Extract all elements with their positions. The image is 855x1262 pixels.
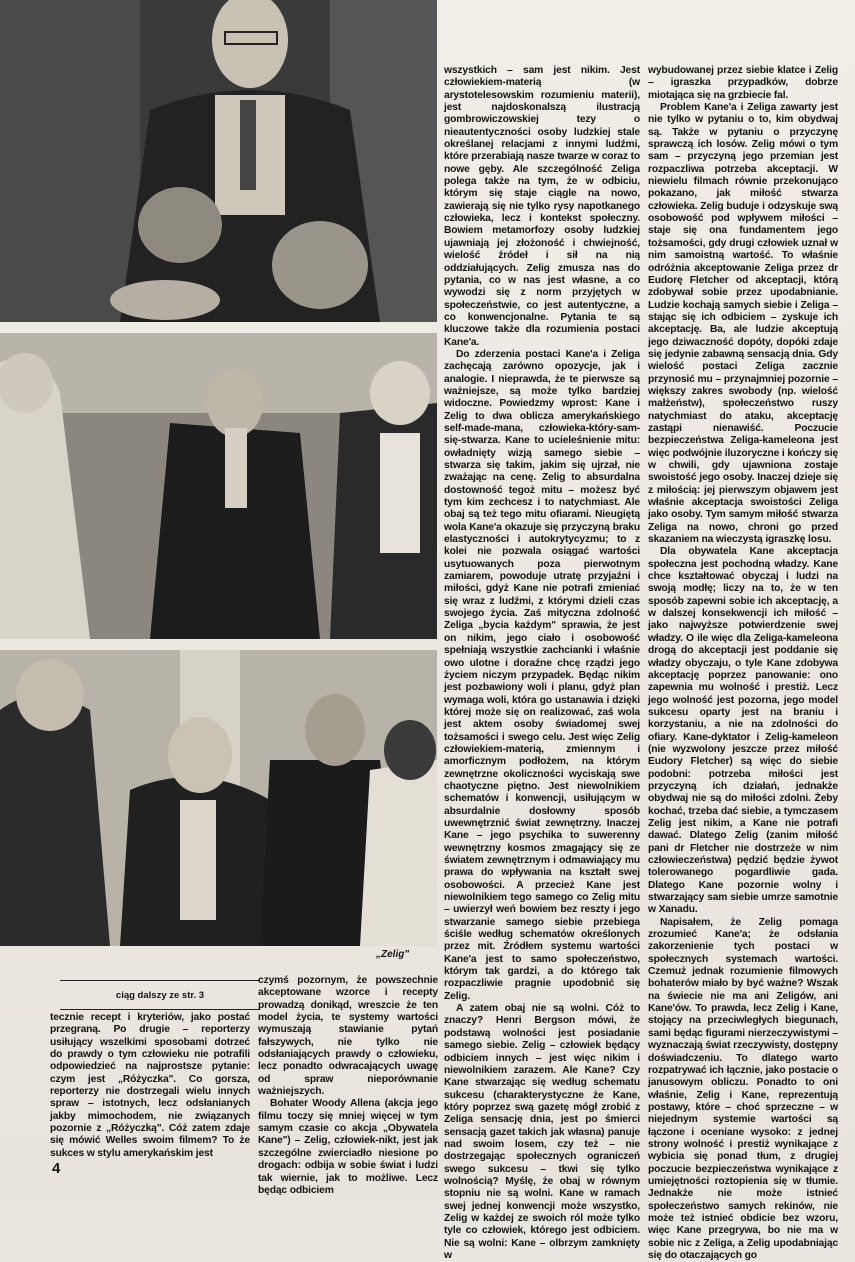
photo-1-image	[0, 0, 437, 322]
paragraph: Napisałem, że Zelig pomaga zrozumieć Kane'a; że odsłania zakorzenienie tych postaci w społecznych systemach wartości. Czemuż jednak rozumienie filmowych bohaterów miało by być ważne? Wszak na świecie nie ma ani Zeligów, ani Kane'ów. To prawda, lecz Zelig i Kane, stojący na przeciwległych biegunach, sami będąc figurami nierzeczywistymi – wyznaczają świat rzeczywisty, dostępny doświadczeniu. To dlatego warto rozpatrywać ich łącznie, jako postacie o janusowym obliczu. Ponadto to oni właśnie, Zelig i Kane, reprezentują postawy, które – choć sprzeczne – w niejednym systemie wartości są łączone i oceniane wysoko: z jednej strony wolność i prestiż wynikające z wybicia się ponad tłum, z drugiej poczucie bezpieczeństwa wynikające z umiejętności roztopienia się w tłumie. Jednakże nie może istnieć społeczeństwo samych rekinów, nie może też istnieć obdicie bez wzoru, więc Kane przegrywa, bo nie ma w sobie nic z Zeliga, a Zelig upodabniając się do otaczających go	[648, 916, 838, 1261]
paragraph: Bohater Woody Allena (akcja jego filmu toczy się mniej więcej w tym samym czasie co akcja „Obywatela Kane") – Zelig, człowiek-nikt, jest jak szczególne zwierciadło niesione po drogach: odbija w sobie świat i ludzi tak wiernie, jak to możliwe. Lecz będąc odbiciem	[258, 1098, 438, 1196]
paragraph: Dla obywatela Kane akceptacja społeczna jest pochodną władzy. Kane chce kształtować obyczaj i ludzi na swoją modłę; liczy na to, że w ten sposób zapewni sobie ich akceptację, a w dalszej konsekwencji ich miłość – jako najwyższe potwierdzenie swej władzy. O ile więc dla Zeliga-kameleona drogą do akceptacji jest poddanie się władzy obyczaju, o tyle Kane zdobywa akceptację poprzez panowanie: ono zapewnia mu wolność i prestiż. Lecz jego wolność jest pozorna, jego model sukcesu oparty jest na braniu i korzystaniu, a nie na zdolności do ofiary. Kane-dyktator i Zelig-kameleon (nie wyzwolony jeszcze przez miłość Eudory Fletcher) są więc do siebie podobni: potrzeba miłości jest przyczyną ich działań, jednakże obydwaj nie są do miłości zdolni. Żeby kochać, trzeba dać siebie, a tymczasem Zelig jest nikim, a Kane nie potrafi dawać. Dlatego Zelig (zanim miłość pani dr Fletcher nie dostrzeże w nim człowieczeństwa) pędzić będzie żywot tolerowanego pogardliwie gada. Dlatego Kane pozornie wolny i stwarzający sam siebie umrze samotnie w Xanadu.	[648, 546, 838, 916]
paragraph: wybudowanej przez siebie klatce i Zelig – igraszka przypadków, dobrze miotająca się na grzbiecie fal.	[648, 65, 838, 101]
article-column-c	[444, 65, 640, 1261]
article-column-b	[258, 975, 438, 1196]
photo-caption: „Zelig"	[376, 949, 410, 960]
paragraph: wszystkich – sam jest nikim. Jest człowiekiem-materią (w arystotelesowskim rozumieniu materii), jest najdoskonalszą ilustracją gombrowiczowskiej tezy o nieautentyczności osoby ludzkiej stale określanej relacjami z innymi ludźmi, które przerabiają nasze twarze w coraz to nowe gęby. Ale szczególność Zeliga polega także na tym, że w odbiciu, którym się staje ciągle na nowo, zawierają się nie tylko rysy napotkanego człowieka, lecz i kontekst społeczny. Bowiem metamorfozy osoby ludzkiej ujawniają jej złożoność i chwiejność, wielość źródeł i sił na nią oddziałujących. Zelig zmusza nas do pytania, co w nas jest własne, a co wywodzi się z norm przyjętych w społeczeństwie, co jest autentyczne, a co konwencjonalne. Pytania te są kluczowe także dla rozumienia postaci Kane'a.	[444, 65, 640, 348]
photo-2-image	[0, 333, 437, 639]
photo-group-scene	[0, 650, 437, 946]
paragraph: tecznie recept i kryteriów, jako postać przegraną. Po drugie – reporterzy usiłujący wszelkimi sposobami dotrzeć do prawdy o tym człowieku nie potrafili odpowiedzieć na najprostsze pytanie: czym jest „Różyczka". Co gorsza, reporterzy nie dostrzegali wielu innych spraw – istotnych, lecz odsłanianych jakby mimochodem, nie związanych pozornie z „Różyczką". Cóż zatem zdaje się mówić Welles swoim filmem? To że sukces w stylu amerykańskim jest	[50, 1012, 250, 1159]
article-column-d	[648, 65, 838, 1261]
paragraph: Problem Kane'a i Zeliga zawarty jest nie tylko w pytaniu o to, kim obydwaj są. Także w pytaniu o przyczynę sprawczą ich losów. Zelig mówi o tym sam – przyczyną jego przemian jest rozpaczliwa potrzeba akceptacji. W niewielu filmach równie przekonująco pokazano, jak miłość stwarza człowieka. Zelig buduje i odzyskuje swą osobowość pod wpływem miłości – staje się ona fundamentem jego tożsamości, gdy drugi człowiek uznał w nim samoistną wartość. To właśnie odróżnia akceptowanie Zeliga przez dr Eudorę Fletcher od akceptacji, którą zdobywał sobie przez upodabnianie. Ludzie kochają samych siebie i Zeliga – stając się ich odbiciem – zyskuje ich akceptację. Ba, ale ludzie akceptują jego dziwaczność dopóty, dopóki zdaje się jedynie zabawną sensacją dnia. Gdy wielość postaci Zeliga zacznie przynosić mu – przynajmniej pozornie – większy zakres swobody (np. wielość małżeństw), społeczeństwo ruszy natychmiast do ataku, akceptację zastąpi nienawiść. Poczucie bezpieczeństwa Zeliga-kameleona jest więc podwójnie iluzoryczne i kończy się w chwili, gdy ujawniona zostaje swoistość jego osoby. Inaczej dzieje się z miłością: jej pierwszym objawem jest właśnie akceptacja swoistości Zeliga jako osoby. Tym samym miłość stwarza Zeliga na nowo, chroni go przed skazaniem na wieczystą igraszkę losu.	[648, 102, 838, 546]
paragraph: Do zderzenia postaci Kane'a i Zeliga zachęcają zarówno opozycje, jak i analogie. I nieprawda, że te pierwsze są ważniejsze, są może tylko bardziej widoczne. Powiedzmy wprost: Kane i Zelig to dwa oblicza amerykańskiego self-made-mana, człowieka-który-sam-się-stwarza. Kane to ucieleśnienie mitu: owładnięty wizją samego siebie – stwarza się takim, jakim się ujrzał, nie zważając na cenę. Zelig to absurdalna dostowność tegoż mitu – możesz być tym kim zechcesz i to natychmiast. Ale obaj są też tego mitu ofiarami. Nieugiętą wola Kane'a okazuje się przyczyną braku elastyczności i autokrytycyzmu; to z kolei nie pozwala osiągać wartości usytuowanych poza pierwotnym zamiarem, powoduje utratę przyjaźni i miłości, gdyż Kane nie potrafi zmieniać się wraz z ludźmi, z którymi dzieli czas swojego życia. Zaś mityczna zdolność Zeliga „bycia każdym" sprawia, że jest on nikim, jego ciało i osobowość spełniają wszystkie zachcianki i właśnie owo ulotne i doraźne chcę rządzi jego życiem niczym przypadek. Będąc nikim jest pozbawiony woli i planu, gdyż plan wymaga woli, która go ustanawia i dzięki której może się on realizować, zaś wola jest aktem osoby świadomej swej tożsamości i swego celu. Jest więc Zelig człowiekiem-materią, zmiennym i amorficznym podłożem, na którym zewnętrzne okoliczności wyciskają swe chaotyczne piętno. Jest niewolnikiem schematów i konwencji, usiłującym w absurdalnie dosłowny sposób uwewnętrznić świat zewnętrzny. Inaczej Kane – jego psychika to suwerenny wewnętrzny kosmos zmagający się ze światem zewnętrznym i odmawiający mu prawa do wpływania na kształt swej osobowości. A przecież Kane jest niewolnikiem tego samego co Zelig mitu – uwierzył weń bowiem bez reszty i jego stwarzanie samego siebie przebiega ściśle według schematów określonych przez mit. Źródłem systemu wartości Kane'a jest to samo społeczeństwo, którym tak gardzi, a do którego tak rozpaczliwie pragnie upodobnić się Zelig.	[444, 348, 640, 1002]
article-column-a	[50, 1012, 250, 1159]
photo-man-with-pumpkins	[0, 0, 437, 322]
paragraph: A zatem obaj nie są wolni. Cóż to znaczy? Henri Bergson mówi, że podstawą wolności jest posiadanie samego siebie. Zelig – człowiek będący odbiciem innych – jest więc nikim i niewolnikiem zarazem. Ale Kane? Czy Kane stwarzając się według schematu sukcesu (charakterystyczne że Kane, który poprzez swą gazetę mógł zrobić z Zeliga sensację dnia, jest po śmierci sensacją gazet takich jak własna) panuje nad swoim losem, czy też – nie dostrzegając społecznych ograniczeń swego sukcesu – tkwi się tylko wolnością? Myślę, że obaj w równym stopniu nie są wolni. Kane w ramach swej jednej konwencji może wszystko, Zelig w każdej ze swoich ról może tylko tyle co człowiek, którego jest odbiciem. Nie są wolni: Kane – olbrzym zamknięty w	[444, 1003, 640, 1261]
paragraph: czymś pozornym, że powszechnie akceptowane wzorce i recepty prowadzą donikąd, wreszcie że ten model życia, te systemy wartości wymuszają stawianie pytań fałszywych, nie tylko nie odsłaniających prawdy o człowieku, lecz ponadto odwracających uwagę od spraw nieporównanie ważniejszych.	[258, 975, 438, 1098]
page-number: 4	[52, 1160, 61, 1177]
continuation-note: ciąg dalszy ze str. 3	[60, 980, 260, 1010]
photo-hospital-scene	[0, 333, 437, 639]
photo-3-image	[0, 650, 437, 946]
